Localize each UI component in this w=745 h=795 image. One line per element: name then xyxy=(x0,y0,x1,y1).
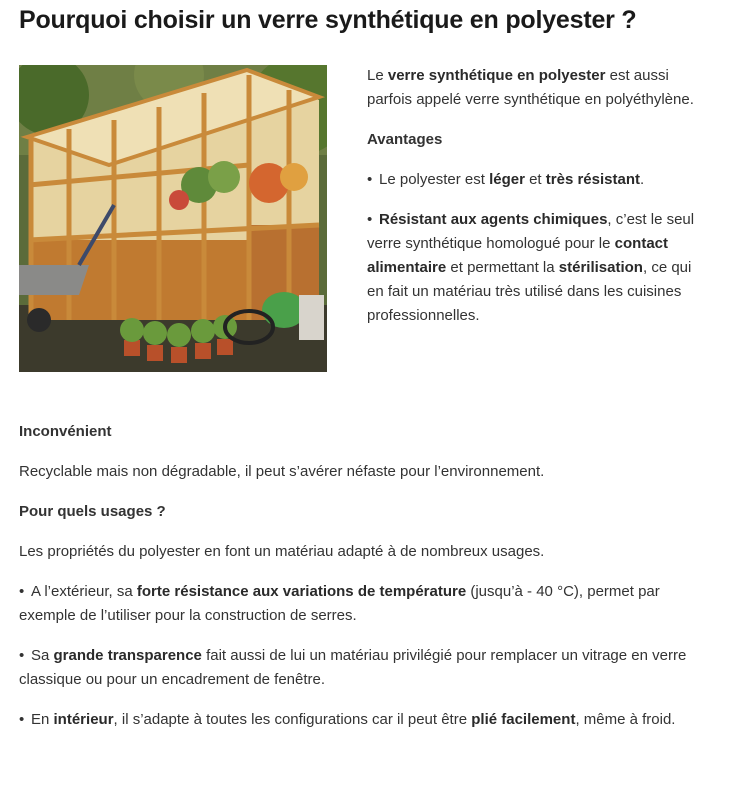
bullet-icon: • xyxy=(19,583,25,600)
bold-text: verre synthétique en polyester xyxy=(387,67,606,84)
bullet-icon: • xyxy=(19,711,25,728)
greenhouse-photo xyxy=(19,65,327,372)
avantages-heading: Avantages xyxy=(367,131,443,148)
bullet-icon: • xyxy=(19,647,25,664)
intro-paragraph: Le verre synthétique en polyester est aussi parfois appelé verre synthétique en polyéthylène. xyxy=(367,67,694,108)
bullet-icon: • xyxy=(367,171,373,188)
list-item: • Sa grande transparence fait aussi de lui un matériau privilégié pour remplacer un vitrage en verre classique ou pour un encadrement de fenêtre. xyxy=(19,644,719,692)
list-item: • Résistant aux agents chimiques, c’est le seul verre synthétique homologué pour le contact alimentaire et permettant la stérilisation, ce qui en fait un matériau très utilisé dans les cuisines professionnelles. xyxy=(367,208,712,328)
list-item: • A l’extérieur, sa forte résistance aux variations de température (jusqu’à - 40 °C), permet par exemple de l’utiliser pour la construction de serres. xyxy=(19,580,719,628)
page-title: Pourquoi choisir un verre synthétique en polyester ? xyxy=(19,6,637,34)
list-item: • En intérieur, il s’adapte à toutes les configurations car il peut être plié facilement, même à froid. xyxy=(19,708,719,732)
list-item: • Le polyester est léger et très résistant. xyxy=(367,168,712,192)
details-section xyxy=(19,420,719,748)
bullet-icon: • xyxy=(367,211,373,228)
intro-column xyxy=(367,64,712,344)
usages-intro: Les propriétés du polyester en font un matériau adapté à de nombreux usages. xyxy=(19,543,545,560)
inconvenient-heading: Inconvénient xyxy=(19,423,112,440)
usages-heading: Pour quels usages ? xyxy=(19,503,166,520)
inconvenient-text: Recyclable mais non dégradable, il peut s’avérer néfaste pour l’environnement. xyxy=(19,463,545,480)
